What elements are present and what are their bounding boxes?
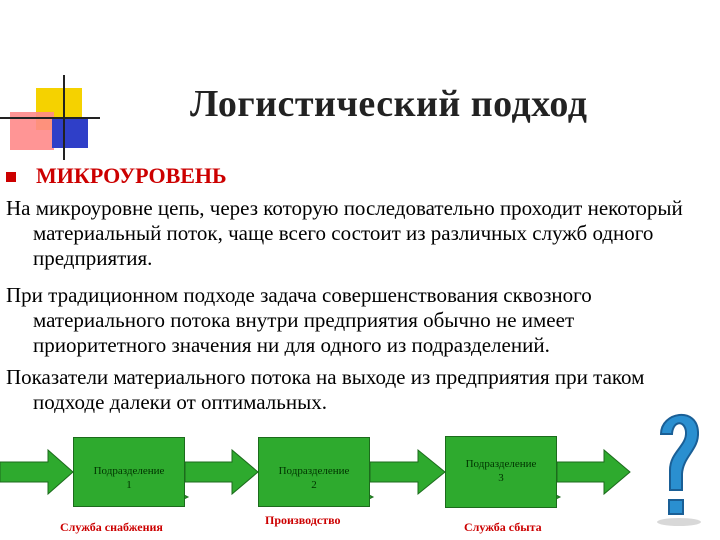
department-number: 2 bbox=[311, 479, 317, 491]
flow-arrow-1-2 bbox=[185, 450, 258, 494]
paragraph-1: На микроуровне цепь, через которую последовательно проходит некоторый материальный поток, чаще всего состоит из различных служб одного предприятия. bbox=[6, 196, 683, 270]
service-label-sales: Служба сбыта bbox=[464, 520, 542, 534]
flow-arrow-in bbox=[0, 450, 73, 494]
department-label: Подразделение bbox=[93, 465, 165, 477]
department-label: Подразделение bbox=[278, 465, 350, 477]
logo-squares-icon bbox=[0, 0, 100, 165]
paragraph-3: Показатели материального потока на выходе из предприятия при таком подходе далеки от оптимальных. bbox=[6, 365, 645, 414]
question-mark-icon bbox=[655, 404, 703, 528]
department-box-1 bbox=[73, 437, 185, 507]
bullet-square-icon bbox=[6, 172, 16, 182]
department-box-3 bbox=[445, 436, 557, 508]
slide-title: Логистический подход bbox=[190, 83, 588, 125]
department-box-2 bbox=[258, 437, 370, 507]
service-label-production: Производство bbox=[265, 513, 341, 527]
paragraph-2: При традиционном подходе задача совершенствования сквозного материального потока внутри предприятия обычно не имеет приоритетного значения ни для одного из подразделений. bbox=[6, 283, 592, 357]
department-number: 3 bbox=[498, 472, 504, 484]
department-number: 1 bbox=[126, 479, 132, 491]
subheading: МИКРОУРОВЕНЬ bbox=[36, 163, 227, 188]
department-label: Подразделение bbox=[465, 458, 537, 470]
flow-arrow-2-3 bbox=[370, 450, 445, 494]
service-label-supply: Служба снабжения bbox=[60, 520, 163, 534]
flow-arrow-out bbox=[557, 450, 630, 494]
